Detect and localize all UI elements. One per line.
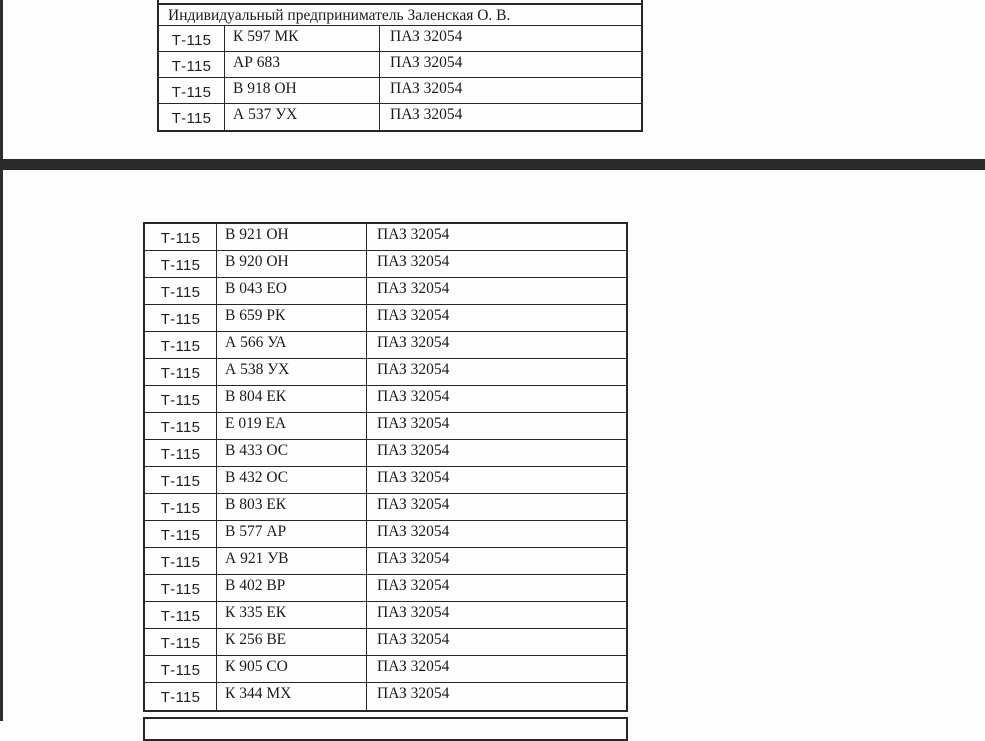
model-cell: ПАЗ 32054 <box>377 415 450 432</box>
plate-cell: К 344 МХ <box>217 683 367 710</box>
route-cell: Т-115 <box>145 305 217 331</box>
route-cell: Т-115 <box>145 359 217 385</box>
plate-cell: В 577 АР <box>217 521 367 547</box>
model-cell: ПАЗ 32054 <box>390 80 463 97</box>
model-cell: ПАЗ 32054 <box>377 631 450 648</box>
route-cell: Т-115 <box>145 278 217 304</box>
route-cell: Т-115 <box>145 683 217 710</box>
plate-cell: В 043 ЕО <box>217 278 367 304</box>
route-cell: Т-115 <box>145 602 217 628</box>
table-row <box>145 467 626 494</box>
plate-cell: В 402 ВР <box>217 575 367 601</box>
vehicle-table-page1 <box>157 3 643 132</box>
scanner-edge-shadow <box>0 0 3 721</box>
route-cell: Т-115 <box>145 440 217 466</box>
model-cell: ПАЗ 32054 <box>377 604 450 621</box>
model-cell: ПАЗ 32054 <box>377 496 450 513</box>
model-cell: ПАЗ 32054 <box>377 469 450 486</box>
model-cell: ПАЗ 32054 <box>377 280 450 297</box>
plate-cell: В 918 ОН <box>225 78 380 103</box>
model-cell: ПАЗ 32054 <box>377 658 450 675</box>
table-row <box>145 224 626 251</box>
model-cell: ПАЗ 32054 <box>377 388 450 405</box>
table-row <box>145 413 626 440</box>
plate-cell: Е 019 ЕА <box>217 413 367 439</box>
route-cell: Т-115 <box>159 104 225 130</box>
model-cell: ПАЗ 32054 <box>390 54 463 71</box>
plate-cell: В 659 РК <box>217 305 367 331</box>
table-row <box>159 52 641 78</box>
route-cell: Т-115 <box>145 656 217 682</box>
route-cell: Т-115 <box>159 52 225 77</box>
plate-cell: К 905 СО <box>217 656 367 682</box>
route-cell: Т-115 <box>145 251 217 277</box>
route-cell: Т-115 <box>159 78 225 103</box>
plate-cell: В 432 ОС <box>217 467 367 493</box>
model-cell: ПАЗ 32054 <box>377 253 450 270</box>
plate-cell: А 566 УА <box>217 332 367 358</box>
table-row <box>145 683 626 710</box>
model-cell: ПАЗ 32054 <box>377 550 450 567</box>
plate-cell: К 256 ВЕ <box>217 629 367 655</box>
page-break-band <box>0 159 985 170</box>
plate-cell: В 921 ОН <box>217 224 367 250</box>
table-row <box>159 78 641 104</box>
model-cell: ПАЗ 32054 <box>377 523 450 540</box>
plate-cell: В 803 ЕК <box>217 494 367 520</box>
table-row <box>145 251 626 278</box>
model-cell: ПАЗ 32054 <box>377 334 450 351</box>
table-row <box>145 656 626 683</box>
vehicle-rows-page2 <box>145 224 626 710</box>
model-cell: ПАЗ 32054 <box>377 226 450 243</box>
table-row <box>159 104 641 130</box>
route-cell: Т-115 <box>145 521 217 547</box>
table-row <box>145 440 626 467</box>
table-row <box>159 26 641 52</box>
table-row <box>145 359 626 386</box>
model-cell: ПАЗ 32054 <box>377 361 450 378</box>
model-cell: ПАЗ 32054 <box>390 106 463 123</box>
plate-cell: А 921 УВ <box>217 548 367 574</box>
vehicle-rows-page1 <box>159 26 641 130</box>
route-cell: Т-115 <box>145 467 217 493</box>
route-cell: Т-115 <box>145 629 217 655</box>
plate-cell: АР 683 <box>225 52 380 77</box>
plate-cell: В 433 ОС <box>217 440 367 466</box>
model-cell: ПАЗ 32054 <box>377 685 450 702</box>
model-cell: ПАЗ 32054 <box>377 577 450 594</box>
route-cell: Т-115 <box>145 332 217 358</box>
vehicle-table-page2 <box>143 222 628 712</box>
owner-section-header: Индивидуальный предприниматель Заленская О. В. <box>159 5 641 26</box>
route-cell: Т-115 <box>145 494 217 520</box>
table-row <box>145 386 626 413</box>
table-row <box>145 332 626 359</box>
table-row <box>145 521 626 548</box>
route-cell: Т-115 <box>145 413 217 439</box>
plate-cell: А 537 УХ <box>225 104 380 130</box>
model-cell: ПАЗ 32054 <box>377 442 450 459</box>
route-cell: Т-115 <box>145 386 217 412</box>
table-row <box>145 629 626 656</box>
plate-cell: К 335 ЕК <box>217 602 367 628</box>
plate-cell: В 920 ОН <box>217 251 367 277</box>
plate-cell: К 597 МК <box>225 26 380 51</box>
plate-cell: А 538 УХ <box>217 359 367 385</box>
table-row <box>145 575 626 602</box>
table-row <box>145 548 626 575</box>
table-row <box>145 494 626 521</box>
model-cell: ПАЗ 32054 <box>377 307 450 324</box>
plate-cell: В 804 ЕК <box>217 386 367 412</box>
table-row <box>145 305 626 332</box>
route-cell: Т-115 <box>159 26 225 51</box>
model-cell: ПАЗ 32054 <box>390 28 463 45</box>
route-cell: Т-115 <box>145 224 217 250</box>
route-cell: Т-115 <box>145 575 217 601</box>
table-row <box>145 278 626 305</box>
table-row <box>145 602 626 629</box>
route-cell: Т-115 <box>145 548 217 574</box>
